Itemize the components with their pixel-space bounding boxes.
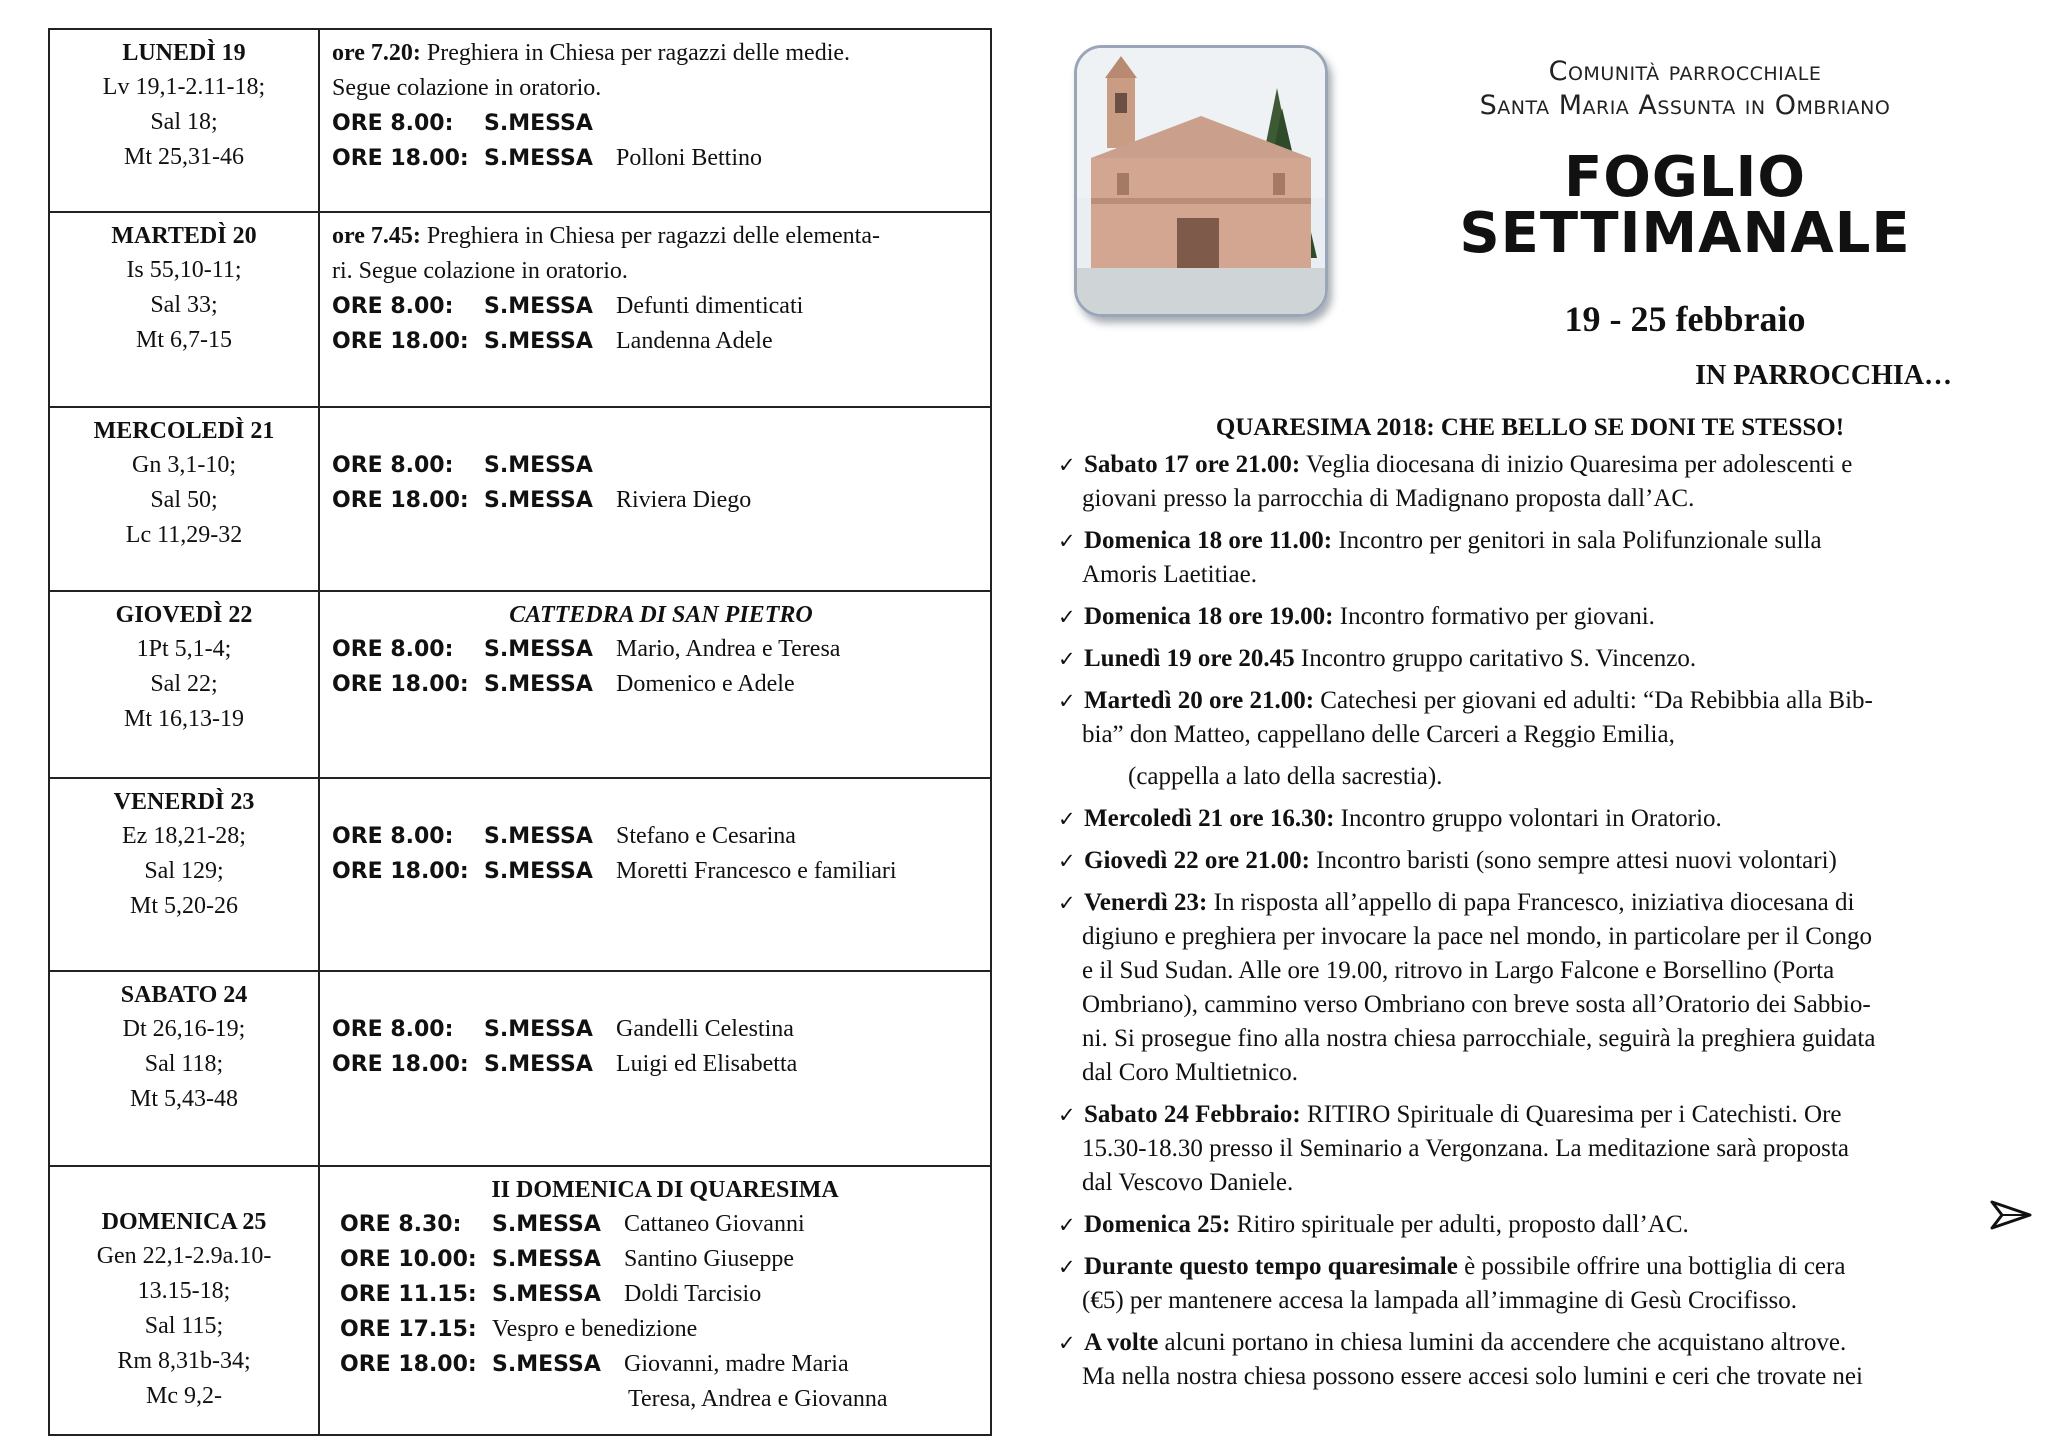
notice-item-cont: (cappella a lato della sacrestia). [1128,763,1443,790]
day-cell [50,779,320,970]
notice-item: ✓ Sabato 17 ore 21.00: Veglia diocesana di inizio Quaresima per adolescenti e giovani presso la parrocchia di Madignano proposta dall’AC. [1058,448,1998,516]
mass-entry: ORE 18.00: S.MESSA Polloni Bettino [332,145,763,171]
notice-item: ✓ Martedì 20 ore 21.00: Catechesi per giovani ed adulti: “Da Rebibbia alla Bib- bia” don Matteo, cappellano delle Carceri a Reggio Emilia, [1058,684,1998,752]
day-name: GIOVEDÌ 22 [115,602,253,628]
reading: Sal 115; [144,1313,224,1339]
day-cell [50,213,320,406]
mass-entry: ORE 18.00: S.MESSA Riviera Diego [332,487,752,513]
reading: Is 55,10-11; [126,257,242,283]
mass-entry: ORE 8.00: S.MESSA Gandelli Celestina [332,1016,794,1042]
morning-event: ore 7.45: Preghiera in Chiesa per ragazzi delle elementa- [332,223,880,249]
morning-event-cont: ri. Segue colazione in oratorio. [332,258,628,284]
reading: Gn 3,1-10; [132,452,236,478]
newsletter-title: SETTIMANALE [1459,201,1911,266]
check-icon: ✓ [1058,891,1076,915]
mass-entry: ORE 18.00: S.MESSA Luigi ed Elisabetta [332,1051,798,1077]
notice-item: ✓ Sabato 24 Febbraio: RITIRO Spirituale di Quaresima per i Catechisti. Ore 15.30-18.30 presso il Seminario a Vergonzana. La meditazione sarà proposta dal Vescovo Daniele. [1058,1098,1998,1200]
mass-entry: ORE 18.00: S.MESSA Moretti Francesco e familiari [332,858,897,884]
reading: Sal 33; [150,292,218,318]
parish-name: Santa Maria Assunta in Ombriano [1479,90,1891,121]
section-heading: IN PARROCCHIA… [1695,360,1952,391]
mass-entry: ORE 10.00: S.MESSA Santino Giuseppe [340,1246,794,1272]
morning-event: ore 7.20: Preghiera in Chiesa per ragazzi delle medie. [332,40,851,66]
day-row-wednesday [50,408,990,592]
mass-entry-cont: Teresa, Andrea e Giovanna [628,1386,888,1412]
day-name: DOMENICA 25 [101,1209,267,1235]
reading: 1Pt 5,1-4; [136,636,232,662]
day-name: MERCOLEDÌ 21 [93,418,275,444]
feast-title: CATTEDRA DI SAN PIETRO [509,602,813,628]
events-cell [322,779,990,970]
morning-event-cont: Segue colazione in oratorio. [332,75,602,101]
notices-title: QUARESIMA 2018: CHE BELLO SE DONI TE STESSO! [1215,414,1845,441]
day-row-sunday [50,1167,990,1434]
reading: Lc 11,29-32 [125,522,243,548]
arrow-right-icon[interactable] [1990,1198,2032,1232]
day-cell [50,592,320,777]
mass-entry: ORE 8.00: S.MESSA Defunti dimenticati [332,293,804,319]
reading: Sal 18; [150,109,218,135]
check-icon: ✓ [1058,605,1076,629]
reading: Sal 129; [144,858,224,884]
events-cell [322,592,990,777]
reading: Sal 50; [150,487,218,513]
reading: Gen 22,1-2.9a.10- [96,1243,272,1269]
events-cell [322,30,990,211]
newsletter-title: FOGLIO [1564,145,1806,210]
events-cell [322,972,990,1165]
notice-item: ✓ A volte alcuni portano in chiesa lumini da accendere che acquistano altrove. Ma nella nostra chiesa possono essere accesi solo lumini e ceri che trovate nei [1058,1326,1998,1394]
vespers-entry: ORE 17.15: Vespro e benedizione [340,1316,698,1342]
mass-entry: ORE 8.00: S.MESSA [332,111,593,136]
events-cell [322,1167,990,1434]
notice-item: ✓ Mercoledì 21 ore 16.30: Incontro gruppo volontari in Oratorio. [1058,802,1998,836]
reading: Mt 5,20-26 [130,893,238,919]
notice-item: ✓ Domenica 25: Ritiro spirituale per adulti, proposto dall’AC. [1058,1208,1998,1242]
events-cell [322,213,990,406]
reading: Mc 9,2- [146,1383,222,1409]
mass-entry: ORE 8.00: S.MESSA Stefano e Cesarina [332,823,796,849]
notice-item: ✓ Giovedì 22 ore 21.00: Incontro baristi (sono sempre attesi nuovi volontari) [1058,844,1998,878]
mass-entry: ORE 11.15: S.MESSA Doldi Tarcisio [340,1281,762,1307]
day-name: VENERDÌ 23 [113,789,255,815]
mass-entry: ORE 8.00: S.MESSA Mario, Andrea e Teresa [332,636,841,662]
feast-title: II DOMENICA DI QUARESIMA [491,1177,839,1203]
day-row-saturday [50,972,990,1167]
check-icon: ✓ [1058,529,1076,553]
check-icon: ✓ [1058,1331,1076,1355]
notice-item: ✓ Domenica 18 ore 19.00: Incontro formativo per giovani. [1058,600,1998,634]
day-row-thursday [50,592,990,779]
day-name: LUNEDÌ 19 [122,40,246,66]
day-cell [50,30,320,211]
day-cell [50,1167,320,1434]
check-icon: ✓ [1058,689,1076,713]
reading: Dt 26,16-19; [122,1016,246,1042]
day-row-tuesday [50,213,990,408]
day-name: SABATO 24 [120,982,248,1008]
day-cell [50,408,320,590]
community-name: Comunità parrocchiale [1548,56,1822,87]
mass-entry: ORE 8.30: S.MESSA Cattaneo Giovanni [340,1211,805,1237]
reading: Sal 118; [144,1051,224,1077]
notice-item: ✓ Venerdì 23: In risposta all’appello di papa Francesco, iniziativa diocesana di digiuno e preghiera per invocare la pace nel mondo, in particolare per il Congo e il Sud Sudan. Alle ore 19.00, ritrovo in Largo Falcone e Borsellino (Porta Ombriano), cammino verso Ombriano con breve sosta all’Oratorio dei Sabbio- ni. Si prosegue fino alla nostra chiesa parrocchiale, seguirà la preghiera guidata dal Coro Multietnico. [1058,886,1998,1090]
reading: Sal 22; [150,671,218,697]
check-icon: ✓ [1058,1255,1076,1279]
church-photo [1074,45,1328,317]
day-cell [50,972,320,1165]
notice-item: ✓ Durante questo tempo quaresimale è possibile offrire una bottiglia di cera (€5) per mantenere accesa la lampada all’immagine di Gesù Crocifisso. [1058,1250,1998,1318]
check-icon: ✓ [1058,1213,1076,1237]
events-cell [322,408,990,590]
reading: Ez 18,21-28; [122,823,246,849]
check-icon: ✓ [1058,1103,1076,1127]
day-name: MARTEDÌ 20 [111,223,257,249]
mass-entry: ORE 18.00: S.MESSA Giovanni, madre Maria [340,1351,849,1377]
weekly-schedule-table [48,28,992,1436]
mass-entry: ORE 18.00: S.MESSA Domenico e Adele [332,671,795,697]
notice-item: ✓ Lunedì 19 ore 20.45 Incontro gruppo caritativo S. Vincenzo. [1058,642,1998,676]
notice-item: ✓ Domenica 18 ore 11.00: Incontro per genitori in sala Polifunzionale sulla Amoris Laetitiae. [1058,524,1998,592]
reading: Mt 5,43-48 [130,1086,238,1112]
day-row-monday [50,30,990,213]
mass-entry: ORE 8.00: S.MESSA [332,453,593,478]
reading: Mt 6,7-15 [136,327,232,353]
reading: 13.15-18; [137,1278,231,1304]
date-range: 19 - 25 febbraio [1564,299,1806,339]
mass-entry: ORE 18.00: S.MESSA Landenna Adele [332,328,773,354]
day-row-friday [50,779,990,972]
reading: Mt 25,31-46 [124,144,244,170]
reading: Rm 8,31b-34; [117,1348,251,1374]
check-icon: ✓ [1058,647,1076,671]
reading: Lv 19,1-2.11-18; [102,74,266,100]
reading: Mt 16,13-19 [124,706,244,732]
check-icon: ✓ [1058,453,1076,477]
check-icon: ✓ [1058,807,1076,831]
check-icon: ✓ [1058,849,1076,873]
